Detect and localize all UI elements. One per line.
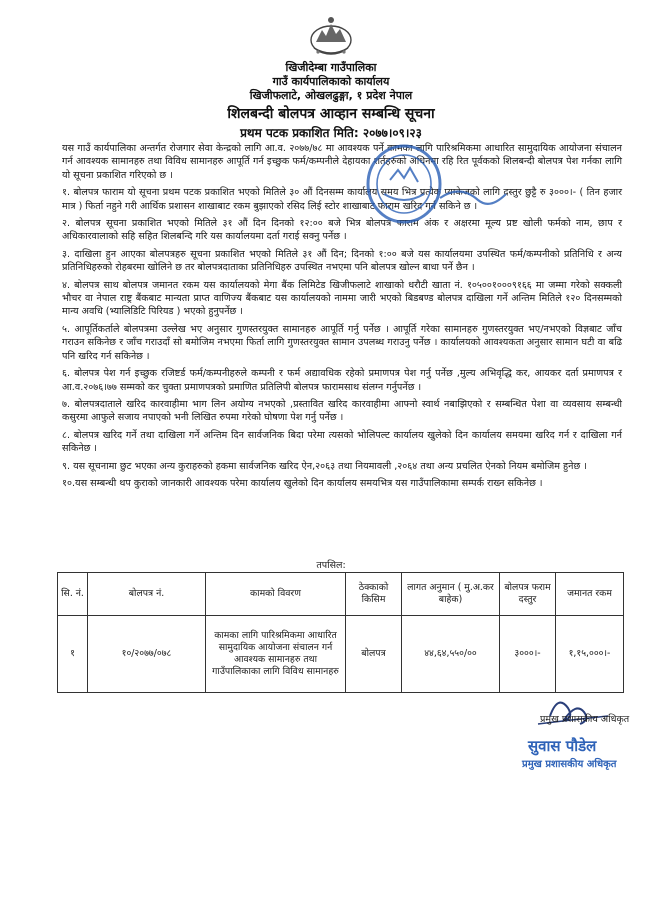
col-work-description: कामको विवरण xyxy=(206,573,346,616)
condition-10: १०.यस सम्बन्धी थप कुराको जानकारी आवश्यक परेमा कार्यालय खुलेको दिन कार्यालय समयभित्र यस गाउँपालिकामा सम्पर्क राख्न सकिनेछ । xyxy=(62,477,543,489)
cell-security-amount: १,१५,०००।- xyxy=(556,616,624,693)
table-caption: तपसिल: xyxy=(316,560,346,571)
office-address: खिजीफलाटे, ओखलढुङ्गा, १ प्रदेश नेपाल xyxy=(249,89,413,102)
table-row xyxy=(58,616,624,693)
col-contract-type: ठेक्काको किसिम xyxy=(346,573,402,616)
condition-1: १. बोलपत्र फाराम यो सूचना प्रथम पटक प्रकाशित भएको मितिले ३० औं दिनसम्म कार्यालय समय भित्र प्रत्येक प्याकेजको लागि दस्तुर छुट्टै रु ३०००।- ( तिन हजार मात्र ) फिर्ता नहुने गरी आर्थिक प्रशासन शाखाबाट रकम बुझाएको रसिद लिई स्टोर शाखाबाट फाराम खरिद गर्न सकिने छ । xyxy=(62,187,622,212)
condition-2: २. बोलपत्र सूचना प्रकाशित भएको मितिले ३१ औं दिन दिनको १२:०० बजे भित्र बोलपत्र फाराम अंक र अक्षरमा मूल्य प्रष्ट खोली फर्मको नाम, छाप र अधिकारवालाको सहि सहित शिलबन्दि गरि यस कार्यालयमा दर्ता गराई सक्नु पर्नेछ । xyxy=(62,218,622,243)
publish-date: प्रथम पटक प्रकाशित मिति: २०७७।०९।२३ xyxy=(240,126,422,140)
col-bid-number: बोलपत्र नं. xyxy=(88,573,206,616)
office-stamp-icon xyxy=(360,140,510,232)
col-form-fee: बोलपत्र फराम दस्तुर xyxy=(500,573,556,616)
condition-6: ६. बोलपत्र पेश गर्न इच्छुक रजिष्टर्ड फर्म/कम्पनीहरुले कम्पनी र फर्म अद्यावधिक रहेको प्रमाणपत्र पेश गर्नु पर्नेछ ,मुल्य अभिवृद्धि कर, आयकर दर्ता प्रमाणपत्र र आ.व.२०७६।७७ सम्मको कर चुक्ता प्रमाणपत्रको प्रमाणित प्रतिलिपी बोलपत्र फारामसाथ संलग्न गर्नुपर्नेछ । xyxy=(62,368,622,393)
col-serial: सि. नं. xyxy=(58,573,88,616)
cell-cost-estimate: ४४,६४,५५०/०० xyxy=(402,616,500,693)
signer-title-stamp: प्रमुख प्रशासकीय अधिकृत xyxy=(522,759,617,770)
municipality-name: खिजीदेम्बा गाउँपालिका xyxy=(285,61,377,74)
cell-work-description: कामका लागि पारिश्रमिकमा आधारित सामुदायिक आयोजना संचालन गर्न आवश्यक सामानहरु तथा गाउँपालिकाका लागि विविध सामानहरु xyxy=(206,616,346,693)
office-name: गाउँ कार्यपालिकाको कार्यालय xyxy=(272,75,390,88)
cell-bid-number: १०/२०७७/०७८ xyxy=(88,616,206,693)
signer-designation: प्रमुख प्रशासकीय अधिकृत xyxy=(540,714,630,725)
condition-5: ५. आपूर्तिकर्ताले बोलपत्रमा उल्लेख भए अनुसार गुणस्तरयुक्त सामानहरु आपूर्ति गर्नु पर्नेछ । आपूर्ति गरेका सामानहरु गुणस्तरयुक्त भए/नभएको विज्ञबाट जाँच गराउन सकिनेछ र जाँच गराउदाँ सो बमोजिम नभएमा फिर्ता लागि गुणस्तरयुक्त सामान उपलब्ध गराउनु पर्नेछ । कार्यालयको आवश्यकता अनुसार सामान घटी वा बढि पनि खरिद गर्न सकिनेछ । xyxy=(62,323,622,362)
intro-paragraph: यस गाउँ कार्यपालिका अन्तर्गत रोजगार सेवा केन्द्रको लागि आ.व. २०७७/७८ मा आवश्यक पर्ने कामका लागि पारिश्रमिकमा आधारित सामुदायिक आयोजना संचालन गर्न आवश्यक सामानहरु तथा विविध सामानहरु आपूर्ति गर्न इच्छुक फर्म/कम्पनीले देहायका शर्तहरुको अधिनमा रहि रित पूर्वकको शिलबन्दी बोलपत्र पेश गर्नका लागि यो सूचना प्रकाशित गरिएको छ । xyxy=(62,143,622,181)
notice-title: शिलबन्दी बोलपत्र आव्हान सम्बन्धि सूचना xyxy=(227,106,435,122)
table-header-row xyxy=(58,573,624,616)
signer-name-stamp: सुवास पौडेल xyxy=(528,737,597,755)
col-security-amount: जमानत रकम xyxy=(556,573,624,616)
condition-8: ८. बोलपत्र खरिद गर्ने तथा दाखिला गर्ने अन्तिम दिन सार्वजनिक बिदा परेमा त्यसको भोलिपल्ट कार्यालय खुलेको दिन कार्यालय समयमा खरिद गर्न र दाखिला गर्न सकिनेछ । xyxy=(62,429,622,455)
notice-body xyxy=(62,142,622,494)
condition-4: ४. बोलपत्र साथ बोलपत्र जमानत रकम यस कार्यालयको मेगा बैंक लिमिटेड खिजीफलाटे शाखाको धरौटी खाता नं. १०५००१०००९१६६ मा जम्मा गरेको सक्कली भौचर वा नेपाल राष्ट्र बैंकबाट मान्यता प्राप्त वाणिज्य बैंकबाट यस कार्यालयको नाममा जारी भएको बिडबण्ड बोलपत्र दाखिला गर्ने अन्तिम मितिले १२० दिनसम्मको मान्य अवधि (भ्यालिडिटि पिरियड ) भएको हुनुपर्नेछ । xyxy=(62,279,622,318)
condition-7: ७. बोलपत्रदाताले खरिद कारवाहीमा भाग लिन अयोग्य नभएको ,प्रस्तावित खरिद कारवाहीमा आफ्नो स्वार्थ नबाझिएको र सम्बन्धित पेशा वा व्यवसाय सम्बन्धी कसुरमा आफुले सजाय नपाएको भनी लिखित रुपमा गरेको घोषणा पेश गर्नु पर्नेछ । xyxy=(62,398,622,424)
cell-form-fee: ३०००।- xyxy=(500,616,556,693)
cell-serial: १ xyxy=(58,616,88,693)
bid-details-table xyxy=(57,572,624,693)
cell-contract-type: बोलपत्र xyxy=(346,616,402,693)
condition-3: ३. दाखिला हुन आएका बोलपत्रहरु सूचना प्रकाशित भएको मितिले ३१ औं दिन; दिनको १:०० बजे यस कार्यालयमा उपस्थित फर्म/कम्पनीको प्रतिनिधि र अन्य प्रतिनिधिहरुको रोहबरमा खोलिने छ तर बोलपत्रदाताका प्रतिनिधिहरु उपस्थित नभएमा पनि बोलपत्र खोल्न बाधा पर्ने छैन । xyxy=(62,248,622,274)
col-cost-estimate: लागत अनुमान ( मु.अ.कर बाहेक) xyxy=(402,573,500,616)
condition-9: ९. यस सूचनामा छुट भएका अन्य कुराहरुको हकमा सार्वजनिक खरिद ऐन,२०६३ तथा नियमावली ,२०६४ तथा अन्य प्रचलित ऐनको नियम बमोजिम हुनेछ । xyxy=(62,460,587,472)
nepal-emblem-icon xyxy=(308,14,354,58)
